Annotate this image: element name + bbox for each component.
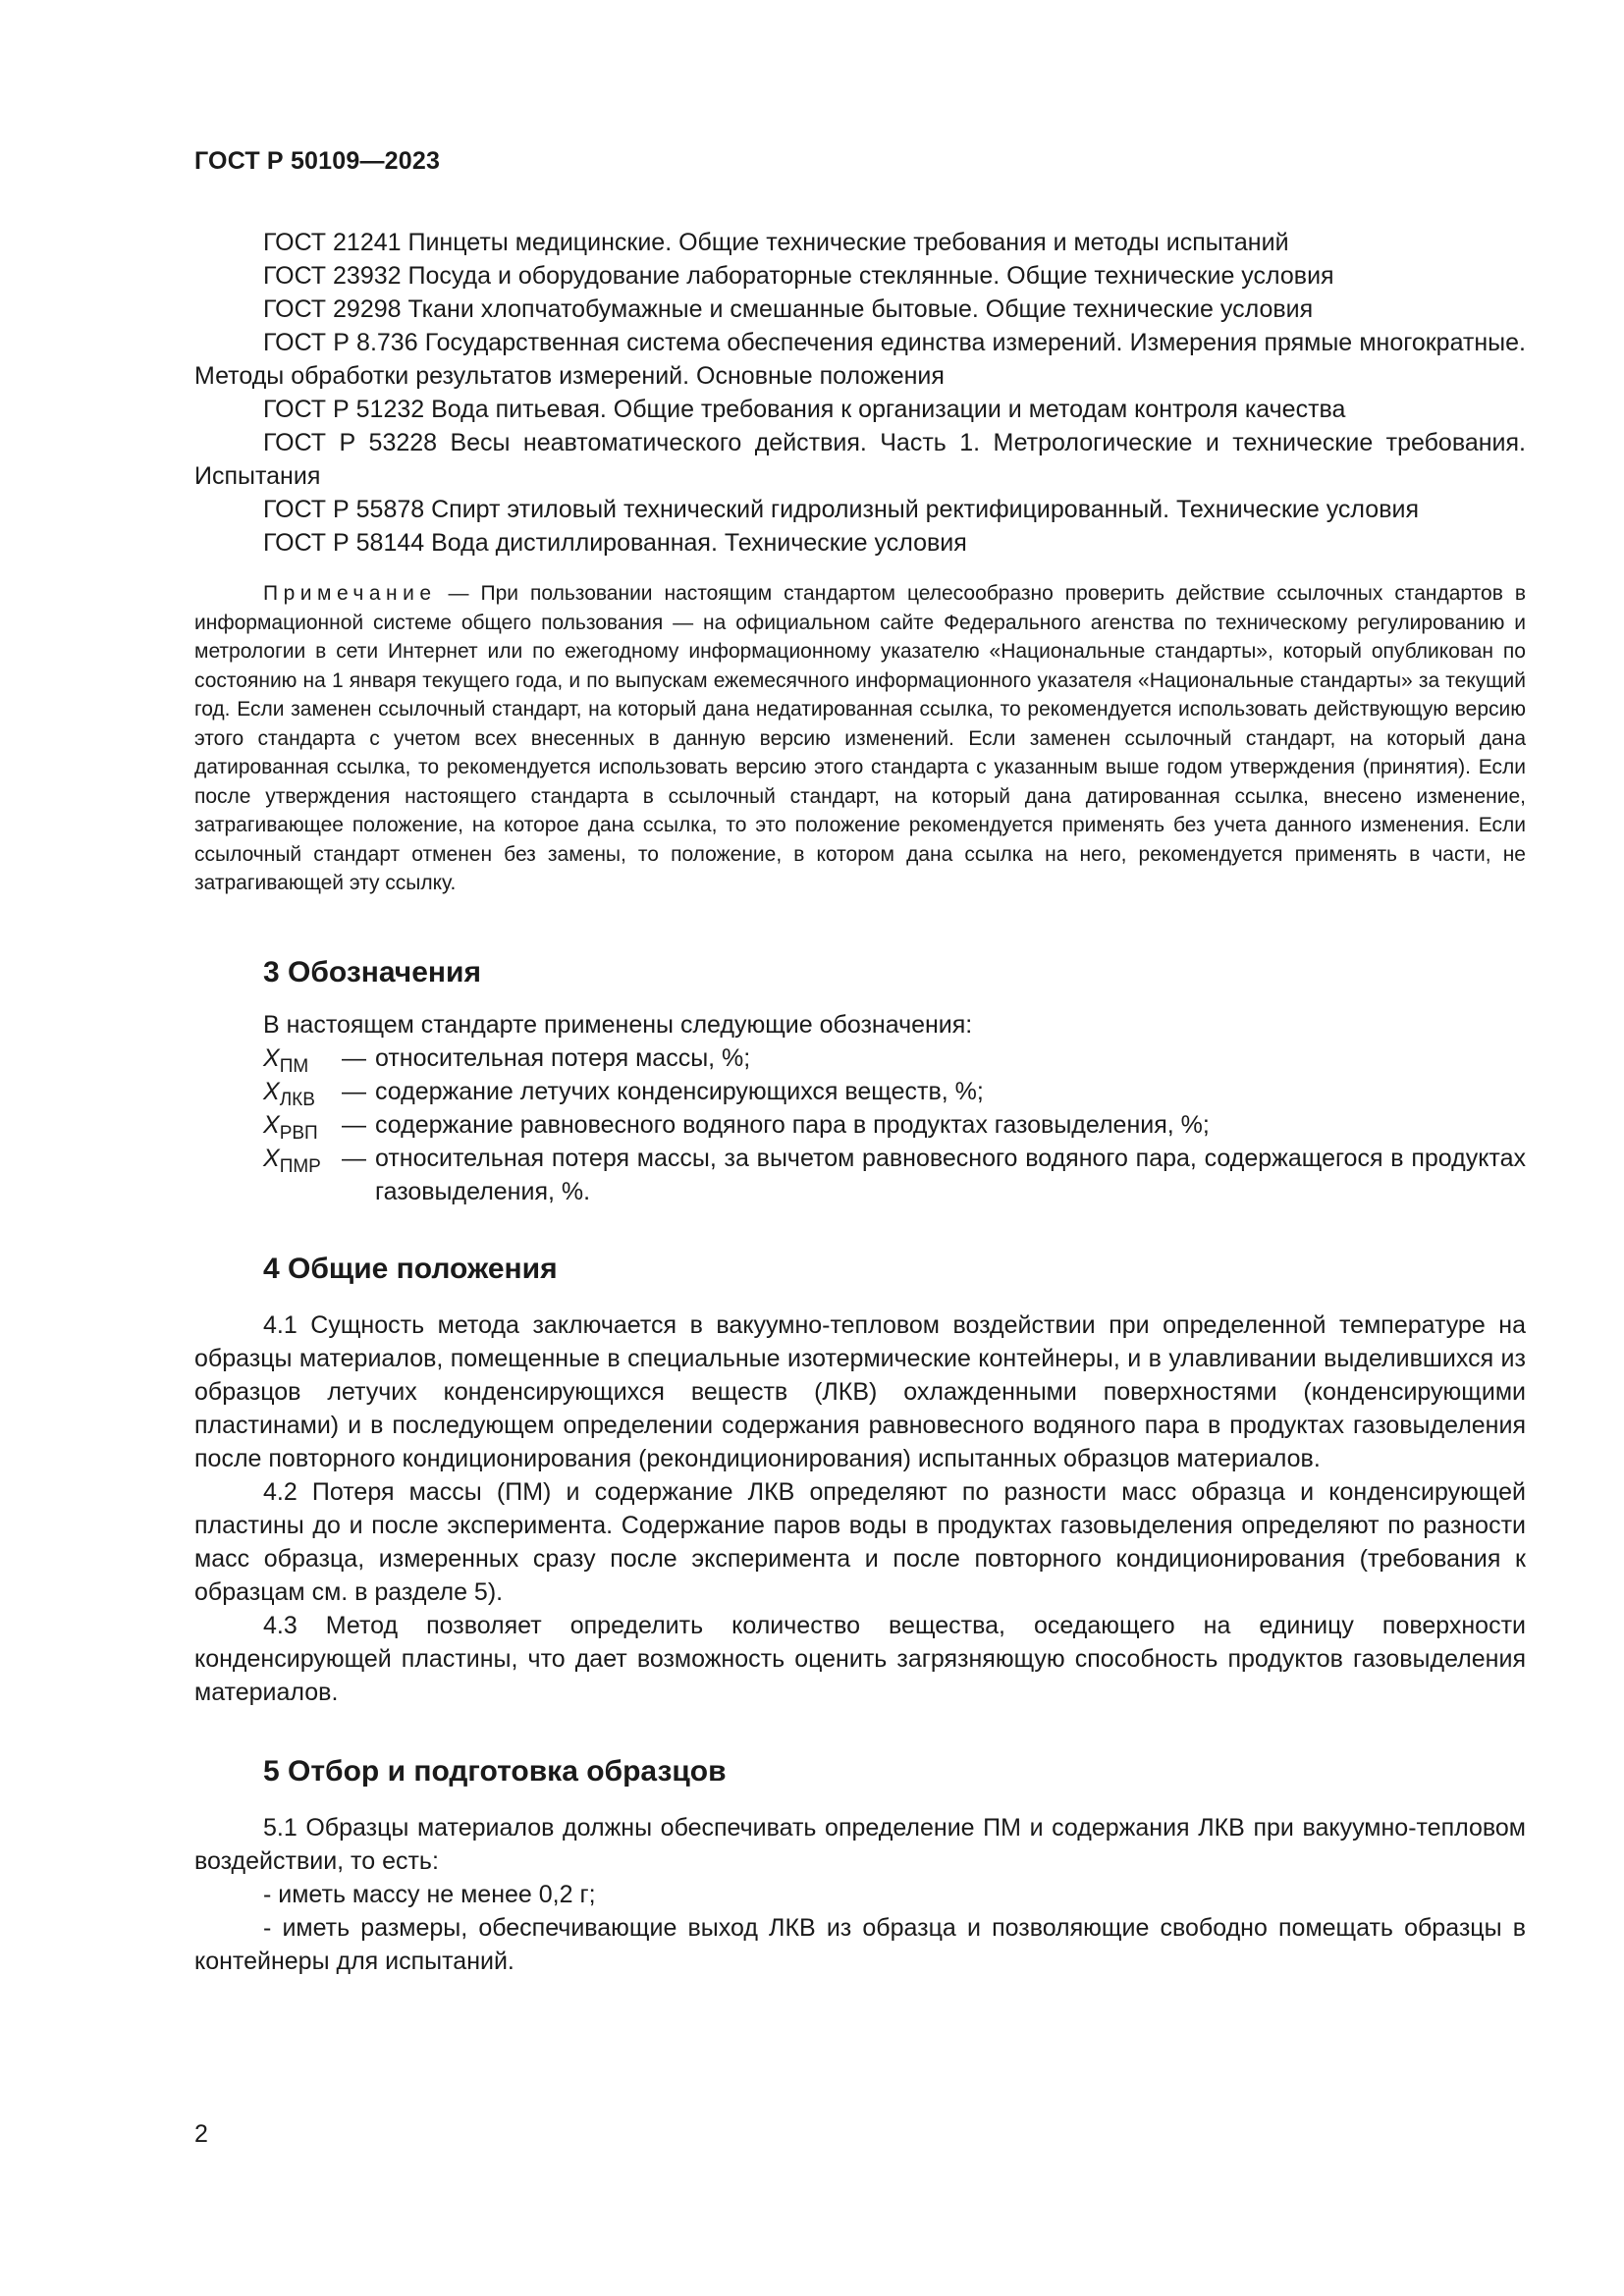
section-4-paragraph: 4.3 Метод позволяет определить количество вещества, оседающего на единицу поверхности конденсирующей пластины, что дает возможность оценить загрязняющую способность продуктов газовыделения материалов. [194, 1611, 1526, 1706]
symbol-row [194, 1041, 1526, 1075]
reference-note [194, 579, 1526, 898]
symbols-list [194, 1041, 1526, 1208]
note-text: — При пользовании настоящим стандартом целесообразно проверить действие ссылочных стандартов в информационной системе общего пользования — на официальном сайте Федерального агенства по техническому регулированию и метрологии в сети Интернет или по ежегодному информационному указателю «Национальные стандарты», который опубликован по состоянию на 1 января текущего года, и по выпускам ежемесячного информационного указателя «Национальные стандарты» за текущий год. Если заменен ссылочный стандарт, на который дана недатированная ссылка, то рекомендуется использовать действующую версию этого стандарта с учетом всех внесенных в данную версию изменений. Если заменен ссылочный стандарт, на который дана датированная ссылка, то рекомендуется использовать версию этого стандарта с указанным выше годом утверждения (принятия). Если после утверждения настоящего стандарта в ссылочный стандарт, на который дана датированная ссылка, внесено изменение, затрагивающее положение, на которое дана ссылка, то это положение рекомендуется применять без учета данного изменения. Если ссылочный стандарт отменен без замены, то положение, в котором дана ссылка на него, рекомендуется применять в части, не затрагивающей эту ссылку. [194, 582, 1526, 894]
reference-item: ГОСТ Р 58144 Вода дистиллированная. Технические условия [263, 529, 967, 557]
reference-item: ГОСТ 23932 Посуда и оборудование лабораторные стеклянные. Общие технические условия [263, 262, 1334, 290]
reference-item: ГОСТ Р 8.736 Государственная система обеспечения единства измерений. Измерения прямые многократные. Методы обработки результатов измерений. Основные положения [194, 329, 1526, 390]
symbol-term: $X_{ЛКВ}$ [263, 1077, 315, 1110]
symbol-term: $X_{ПМ}$ [263, 1043, 309, 1077]
section-5-paragraph: 5.1 Образцы материалов должны обеспечивать определение ПМ и содержания ЛКВ при вакуумно-тепловом воздействии, то есть: [194, 1813, 1526, 1875]
symbol-definition: относительная потеря массы, за вычетом равновесного водяного пара, содержащегося в продуктах газовыделения, %. [375, 1144, 1526, 1205]
reference-item: ГОСТ Р 51232 Вода питьевая. Общие требования к организации и методам контроля качества [263, 396, 1346, 423]
symbol-definition: содержание равновесного водяного пара в продуктах газовыделения, %; [375, 1110, 1210, 1139]
symbol-dash: — [342, 1077, 366, 1105]
symbol-term: $X_{ПМР}$ [263, 1144, 321, 1177]
symbol-term: $X_{РВП}$ [263, 1110, 318, 1144]
page-content [194, 226, 1526, 1978]
section-3-heading: 3 Обозначения [263, 955, 481, 988]
reference-item: ГОСТ 29298 Ткани хлопчатобумажные и смешанные бытовые. Общие технические условия [263, 295, 1314, 323]
symbol-definition: относительная потеря массы, %; [375, 1043, 751, 1072]
section-3-intro: В настоящем стандарте применены следующие обозначения: [263, 1010, 973, 1039]
section-5-list-item: - иметь размеры, обеспечивающие выход ЛКВ из образца и позволяющие свободно помещать образцы в контейнеры для испытаний. [194, 1913, 1526, 1975]
symbol-definition: содержание летучих конденсирующихся веществ, %; [375, 1077, 984, 1105]
document-code: ГОСТ Р 50109—2023 [194, 147, 441, 175]
section-4-heading: 4 Общие положения [263, 1252, 558, 1285]
symbol-row [194, 1142, 1526, 1208]
note-label: Примечание [263, 582, 437, 605]
symbol-dash: — [342, 1144, 366, 1172]
reference-item: ГОСТ 21241 Пинцеты медицинские. Общие технические требования и методы испытаний [263, 229, 1289, 256]
page-number: 2 [194, 2120, 208, 2148]
symbol-row [194, 1108, 1526, 1142]
section-5-list-item: - иметь массу не менее 0,2 г; [263, 1880, 596, 1908]
section-5-heading: 5 Отбор и подготовка образцов [263, 1754, 727, 1788]
symbol-dash: — [342, 1043, 366, 1072]
symbol-dash: — [342, 1110, 366, 1139]
reference-item: ГОСТ Р 53228 Весы неавтоматического действия. Часть 1. Метрологические и технические требования. Испытания [194, 429, 1526, 490]
references-list [194, 226, 1526, 560]
section-4-paragraph: 4.1 Сущность метода заключается в вакуумно-тепловом воздействии при определенной температуре на образцы материалов, помещенные в специальные изотермические контейнеры, и в улавливании выделившихся из образцов летучих конденсирующихся веществ (ЛКВ) охлажденными поверхностями (конденсирующими пластинами) и в последующем определении содержания равновесного водяного пара в продуктах газовыделения после повторного кондиционирования (рекондиционирования) испытанных образцов материалов. [194, 1310, 1526, 1472]
reference-item: ГОСТ Р 55878 Спирт этиловый технический гидролизный ректифицированный. Технические условия [263, 496, 1419, 523]
section-4-paragraph: 4.2 Потеря массы (ПМ) и содержание ЛКВ определяют по разности масс образца и конденсирующей пластины до и после эксперимента. Содержание паров воды в продуктах газовыделения определяют по разности масс образца, измеренных сразу после эксперимента и после повторного кондиционирования (требования к образцам см. в разделе 5). [194, 1477, 1526, 1606]
symbol-row [194, 1075, 1526, 1108]
